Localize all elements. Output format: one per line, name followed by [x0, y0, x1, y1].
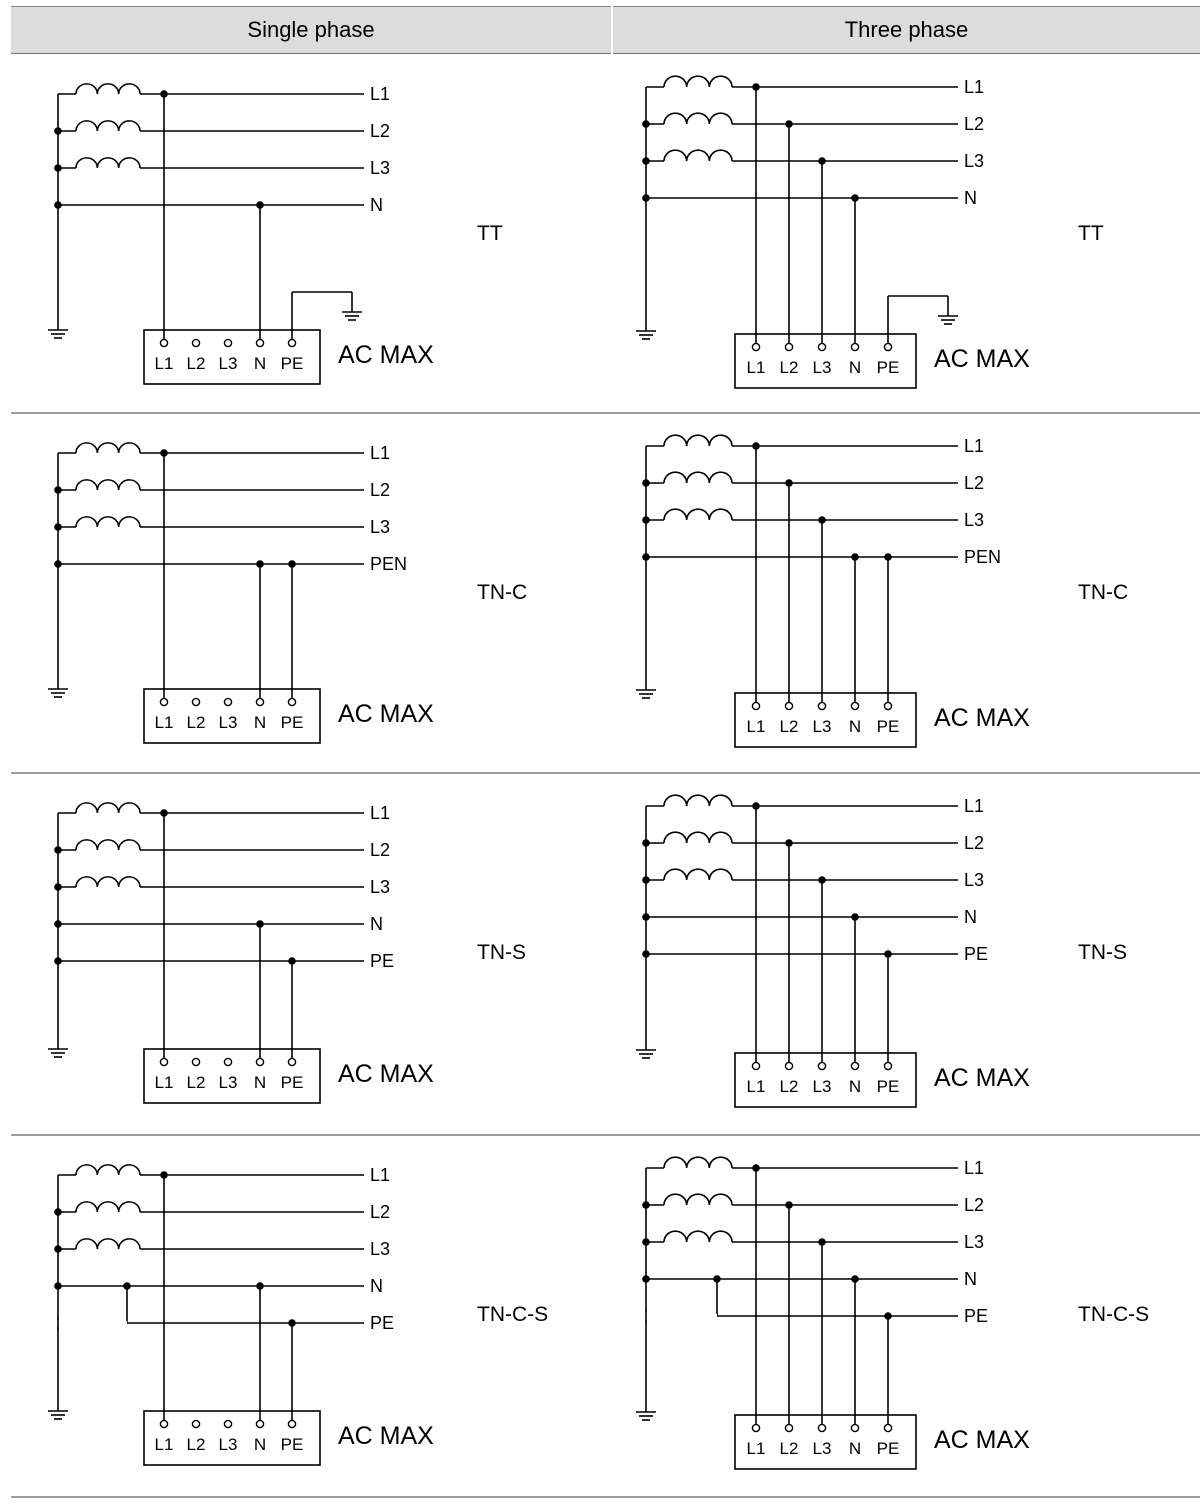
line-label-n: N [370, 1276, 383, 1296]
terminal-l3 [818, 702, 825, 709]
junction-dot [160, 809, 168, 817]
junction-dot [54, 883, 62, 891]
terminal-label-n: N [848, 358, 862, 377]
terminal-label-pe: PE [280, 1435, 304, 1454]
line-label-l1: L1 [964, 796, 985, 816]
line-label-l3: L3 [370, 517, 391, 537]
terminal-n [851, 702, 858, 709]
junction-dot [785, 839, 793, 847]
terminal-l1 [160, 1420, 167, 1427]
transformer-winding [76, 480, 140, 490]
junction-dot [54, 127, 62, 135]
junction-dot [54, 523, 62, 531]
ac-max-label: AC MAX [338, 700, 434, 728]
terminal-label-pe: PE [280, 713, 304, 732]
earth-symbol-icon [938, 316, 958, 324]
junction-dot [642, 553, 650, 561]
line-label-l2: L2 [964, 833, 985, 853]
terminal-label-l3: L3 [812, 1439, 832, 1458]
line-label-l2: L2 [370, 840, 391, 860]
transformer-winding [76, 840, 140, 850]
junction-dot [54, 486, 62, 494]
terminal-l3 [224, 1058, 231, 1065]
ac-max-label: AC MAX [338, 1422, 434, 1450]
terminal-label-l1: L1 [154, 1435, 174, 1454]
line-label-l3: L3 [370, 158, 391, 178]
terminal-label-l1: L1 [746, 717, 766, 736]
terminal-l3 [224, 339, 231, 346]
terminal-l2 [192, 339, 199, 346]
terminal-label-n: N [253, 1073, 267, 1092]
junction-dot [642, 157, 650, 165]
terminal-l1 [160, 698, 167, 705]
terminal-n [256, 339, 263, 346]
three-phase-diagram-tn-c [636, 435, 1128, 747]
ac-max-label: AC MAX [934, 1064, 1030, 1092]
junction-dot [642, 479, 650, 487]
terminal-label-l2: L2 [779, 1439, 799, 1458]
junction-dot [851, 553, 859, 561]
junction-dot [288, 1319, 296, 1327]
junction-dot [642, 1275, 650, 1283]
terminal-label-l1: L1 [746, 1439, 766, 1458]
line-label-l3: L3 [964, 510, 985, 530]
line-label-l1: L1 [370, 1165, 391, 1185]
junction-dot [884, 553, 892, 561]
terminal-l2 [785, 1062, 792, 1069]
junction-dot [160, 90, 168, 98]
line-label-l3: L3 [370, 1239, 391, 1259]
line-label-l3: L3 [964, 870, 985, 890]
junction-dot [642, 194, 650, 202]
earth-symbol-icon [636, 331, 656, 339]
terminal-l2 [785, 343, 792, 350]
single-phase-diagram-tn-c-s [48, 1165, 548, 1465]
line-label-pen: PEN [964, 547, 1002, 567]
system-label-tn-c-s: TN-C-S [1078, 1303, 1150, 1326]
line-label-l3: L3 [964, 1232, 985, 1252]
line-label-l2: L2 [370, 1202, 391, 1222]
junction-dot [642, 913, 650, 921]
terminal-n [256, 1058, 263, 1065]
line-label-l2: L2 [964, 473, 985, 493]
line-label-l1: L1 [964, 436, 985, 456]
terminal-l2 [192, 698, 199, 705]
terminal-label-n: N [848, 717, 862, 736]
earth-symbol-icon [342, 312, 362, 320]
terminal-l1 [752, 1062, 759, 1069]
transformer-winding [664, 795, 732, 806]
transformer-winding [664, 1194, 732, 1205]
terminal-l1 [752, 702, 759, 709]
ac-max-label: AC MAX [934, 1426, 1030, 1454]
terminal-l3 [224, 698, 231, 705]
single-phase-diagram-tt [48, 84, 503, 384]
line-label-l1: L1 [964, 1158, 985, 1178]
junction-dot [256, 920, 264, 928]
terminal-label-pe: PE [280, 354, 304, 373]
line-label-n: N [370, 195, 383, 215]
terminal-label-l3: L3 [218, 354, 238, 373]
terminal-pe [884, 702, 891, 709]
terminal-label-l2: L2 [186, 354, 206, 373]
transformer-winding [76, 877, 140, 887]
system-label-tn-c: TN-C [1078, 581, 1129, 604]
terminal-label-l2: L2 [779, 717, 799, 736]
line-label-l3: L3 [964, 151, 985, 171]
transformer-winding [76, 443, 140, 453]
junction-dot [785, 1201, 793, 1209]
junction-dot [54, 957, 62, 965]
junction-dot [642, 120, 650, 128]
terminal-n [256, 1420, 263, 1427]
terminal-l2 [192, 1058, 199, 1065]
terminal-label-l3: L3 [218, 713, 238, 732]
junction-dot [818, 1238, 826, 1246]
terminal-label-l2: L2 [779, 1077, 799, 1096]
earth-symbol-icon [636, 1050, 656, 1058]
system-label-tn-c: TN-C [477, 581, 528, 604]
terminal-l3 [818, 1062, 825, 1069]
system-label-tn-s: TN-S [477, 941, 526, 964]
terminal-label-pe: PE [876, 1077, 900, 1096]
junction-dot [54, 201, 62, 209]
line-label-n: N [964, 1269, 977, 1289]
transformer-winding [76, 158, 140, 168]
single-phase-diagram-tn-c [48, 443, 527, 743]
system-label-tn-c-s: TN-C-S [477, 1303, 549, 1326]
system-label-tn-s: TN-S [1078, 941, 1127, 964]
terminal-label-l2: L2 [186, 1435, 206, 1454]
line-label-pe: PE [964, 944, 989, 964]
line-label-l3: L3 [370, 877, 391, 897]
junction-dot [54, 846, 62, 854]
terminal-label-l2: L2 [186, 1073, 206, 1092]
junction-dot [54, 1208, 62, 1216]
transformer-winding [76, 517, 140, 527]
line-label-n: N [370, 914, 383, 934]
line-label-pen: PEN [370, 554, 408, 574]
junction-dot [785, 479, 793, 487]
junction-dot [785, 120, 793, 128]
junction-dot [256, 201, 264, 209]
terminal-pe [288, 1420, 295, 1427]
junction-dot [884, 950, 892, 958]
earth-symbol-icon [48, 1411, 68, 1419]
terminal-label-n: N [253, 713, 267, 732]
terminal-l2 [785, 702, 792, 709]
terminal-l1 [752, 343, 759, 350]
system-label-tt: TT [1078, 222, 1104, 245]
terminal-l3 [818, 1424, 825, 1431]
transformer-winding [664, 113, 732, 124]
junction-dot [288, 560, 296, 568]
transformer-winding [76, 121, 140, 131]
junction-dot [54, 560, 62, 568]
terminal-l1 [752, 1424, 759, 1431]
column-header-three-phase: Three phase [613, 6, 1200, 54]
terminal-label-l2: L2 [779, 358, 799, 377]
terminal-label-l1: L1 [746, 1077, 766, 1096]
transformer-winding [664, 150, 732, 161]
transformer-winding [664, 472, 732, 483]
terminal-label-pe: PE [876, 717, 900, 736]
transformer-winding [664, 832, 732, 843]
ac-max-label: AC MAX [934, 345, 1030, 373]
terminal-label-pe: PE [280, 1073, 304, 1092]
line-label-l2: L2 [964, 1195, 985, 1215]
junction-dot [642, 1238, 650, 1246]
line-label-n: N [964, 907, 977, 927]
terminal-label-l3: L3 [812, 717, 832, 736]
line-label-pe: PE [964, 1306, 989, 1326]
terminal-label-l3: L3 [218, 1073, 238, 1092]
terminal-label-l3: L3 [218, 1435, 238, 1454]
junction-dot [642, 516, 650, 524]
junction-dot [256, 1282, 264, 1290]
terminal-pe [884, 343, 891, 350]
ac-max-label: AC MAX [338, 341, 434, 369]
terminal-label-n: N [253, 1435, 267, 1454]
transformer-winding [664, 1231, 732, 1242]
terminal-l2 [192, 1420, 199, 1427]
junction-dot [752, 1164, 760, 1172]
transformer-winding [664, 435, 732, 446]
junction-dot [54, 164, 62, 172]
terminal-l2 [785, 1424, 792, 1431]
terminal-n [851, 1062, 858, 1069]
terminal-label-n: N [253, 354, 267, 373]
junction-dot [642, 950, 650, 958]
junction-dot [752, 802, 760, 810]
column-header-single-phase: Single phase [11, 6, 611, 54]
terminal-n [256, 698, 263, 705]
junction-dot [851, 913, 859, 921]
junction-dot [54, 1282, 62, 1290]
junction-dot [256, 560, 264, 568]
earth-symbol-icon [48, 330, 68, 338]
junction-dot [752, 442, 760, 450]
earth-symbol-icon [636, 1412, 656, 1420]
earth-symbol-icon [636, 690, 656, 698]
line-label-l1: L1 [964, 77, 985, 97]
terminal-l3 [818, 343, 825, 350]
terminal-label-n: N [848, 1439, 862, 1458]
three-phase-diagram-tn-s [636, 795, 1127, 1107]
line-label-l2: L2 [370, 121, 391, 141]
line-label-l2: L2 [370, 480, 391, 500]
transformer-winding [664, 509, 732, 520]
single-phase-diagram-tn-s [48, 803, 526, 1103]
three-phase-diagram-tn-c-s [636, 1157, 1149, 1469]
junction-dot [54, 920, 62, 928]
terminal-label-pe: PE [876, 358, 900, 377]
line-label-l1: L1 [370, 443, 391, 463]
junction-dot [752, 83, 760, 91]
system-label-tt: TT [477, 222, 503, 245]
earth-symbol-icon [48, 1049, 68, 1057]
line-label-l1: L1 [370, 803, 391, 823]
line-label-n: N [964, 188, 977, 208]
line-label-l1: L1 [370, 84, 391, 104]
transformer-winding [76, 803, 140, 813]
terminal-n [851, 343, 858, 350]
junction-dot [818, 516, 826, 524]
junction-dot [818, 876, 826, 884]
junction-dot [642, 839, 650, 847]
junction-dot [54, 1245, 62, 1253]
terminal-pe [288, 1058, 295, 1065]
three-phase-diagram-tt [636, 76, 1104, 388]
transformer-winding [76, 84, 140, 94]
junction-dot [851, 194, 859, 202]
terminal-label-l2: L2 [186, 713, 206, 732]
terminal-label-l3: L3 [812, 358, 832, 377]
ac-max-label: AC MAX [934, 704, 1030, 732]
terminal-label-l1: L1 [746, 358, 766, 377]
terminal-label-l3: L3 [812, 1077, 832, 1096]
transformer-winding [76, 1239, 140, 1249]
transformer-winding [664, 76, 732, 87]
earth-symbol-icon [48, 689, 68, 697]
terminal-label-l1: L1 [154, 1073, 174, 1092]
line-label-pe: PE [370, 951, 395, 971]
junction-dot [642, 1201, 650, 1209]
junction-dot [288, 957, 296, 965]
transformer-winding [76, 1202, 140, 1212]
terminal-l1 [160, 339, 167, 346]
terminal-pe [288, 339, 295, 346]
junction-dot [642, 876, 650, 884]
terminal-pe [288, 698, 295, 705]
junction-dot [851, 1275, 859, 1283]
transformer-winding [664, 869, 732, 880]
terminal-label-pe: PE [876, 1439, 900, 1458]
transformer-winding [664, 1157, 732, 1168]
junction-dot [160, 449, 168, 457]
terminal-l3 [224, 1420, 231, 1427]
terminal-label-l1: L1 [154, 354, 174, 373]
terminal-n [851, 1424, 858, 1431]
junction-dot [160, 1171, 168, 1179]
junction-dot [884, 1312, 892, 1320]
terminal-pe [884, 1062, 891, 1069]
terminal-label-l1: L1 [154, 713, 174, 732]
line-label-pe: PE [370, 1313, 395, 1333]
transformer-winding [76, 1165, 140, 1175]
terminal-l1 [160, 1058, 167, 1065]
line-label-l2: L2 [964, 114, 985, 134]
terminal-label-n: N [848, 1077, 862, 1096]
ac-max-label: AC MAX [338, 1060, 434, 1088]
junction-dot [818, 157, 826, 165]
terminal-pe [884, 1424, 891, 1431]
